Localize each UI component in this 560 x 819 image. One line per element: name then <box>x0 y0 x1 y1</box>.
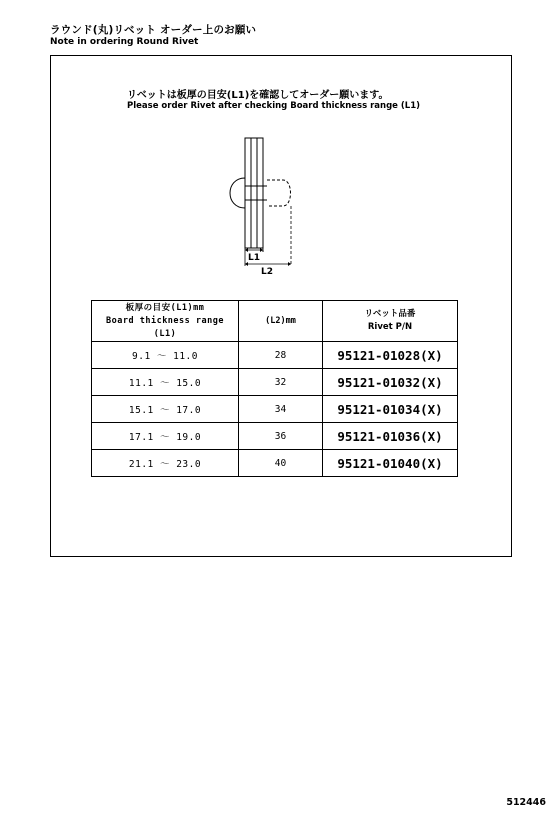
board-plate-3 <box>257 138 263 248</box>
cell-part-number: 95121-01040(X) <box>323 450 458 477</box>
header-range <box>92 301 239 342</box>
page-subtitle: Note in ordering Round Rivet <box>50 37 199 47</box>
table-row <box>92 342 458 369</box>
cell-part-number: 95121-01032(X) <box>323 369 458 396</box>
rivet-shank <box>267 180 291 206</box>
cell-length: 36 <box>239 423 323 450</box>
header-pn <box>323 301 458 342</box>
cell-length: 34 <box>239 396 323 423</box>
table-row <box>92 369 458 396</box>
table-row <box>92 423 458 450</box>
document-code: 512446 <box>506 797 546 808</box>
header-pn-ja: リベット品番 <box>364 309 416 319</box>
cell-part-number: 95121-01034(X) <box>323 396 458 423</box>
cell-length: 28 <box>239 342 323 369</box>
header-range-ja: 板厚の目安(L1)mm <box>125 302 205 313</box>
rivet-head <box>230 178 245 208</box>
header-range-en: Board thickness range (L1) <box>106 315 224 339</box>
page-title: ラウンド(丸)リベット オーダー上のお願い <box>50 24 257 36</box>
cell-range: 21.1 ～ 23.0 <box>92 450 239 477</box>
cell-part-number: 95121-01028(X) <box>323 342 458 369</box>
rivet-table <box>91 300 458 477</box>
dimension-l2-label: L2 <box>261 267 273 274</box>
content-frame <box>50 55 512 557</box>
rivet-diagram <box>221 134 361 274</box>
header-pn-en: Rivet P/N <box>367 322 413 332</box>
header-length: (L2)mm <box>239 301 323 342</box>
cell-part-number: 95121-01036(X) <box>323 423 458 450</box>
cell-length: 40 <box>239 450 323 477</box>
table-row <box>92 450 458 477</box>
board-plate-1 <box>245 138 251 248</box>
board-plate-2 <box>251 138 257 248</box>
dimension-l1-label: L1 <box>248 253 260 263</box>
cell-range: 9.1 ～ 11.0 <box>92 342 239 369</box>
instruction-en: Please order Rivet after checking Board thickness range (L1) <box>127 101 421 111</box>
instruction-ja: リベットは板厚の目安(L1)を確認してオーダー願います。 <box>127 90 389 101</box>
table-header-row <box>92 301 458 342</box>
table-row <box>92 396 458 423</box>
cell-length: 32 <box>239 369 323 396</box>
cell-range: 17.1 ～ 19.0 <box>92 423 239 450</box>
cell-range: 11.1 ～ 15.0 <box>92 369 239 396</box>
cell-range: 15.1 ～ 17.0 <box>92 396 239 423</box>
